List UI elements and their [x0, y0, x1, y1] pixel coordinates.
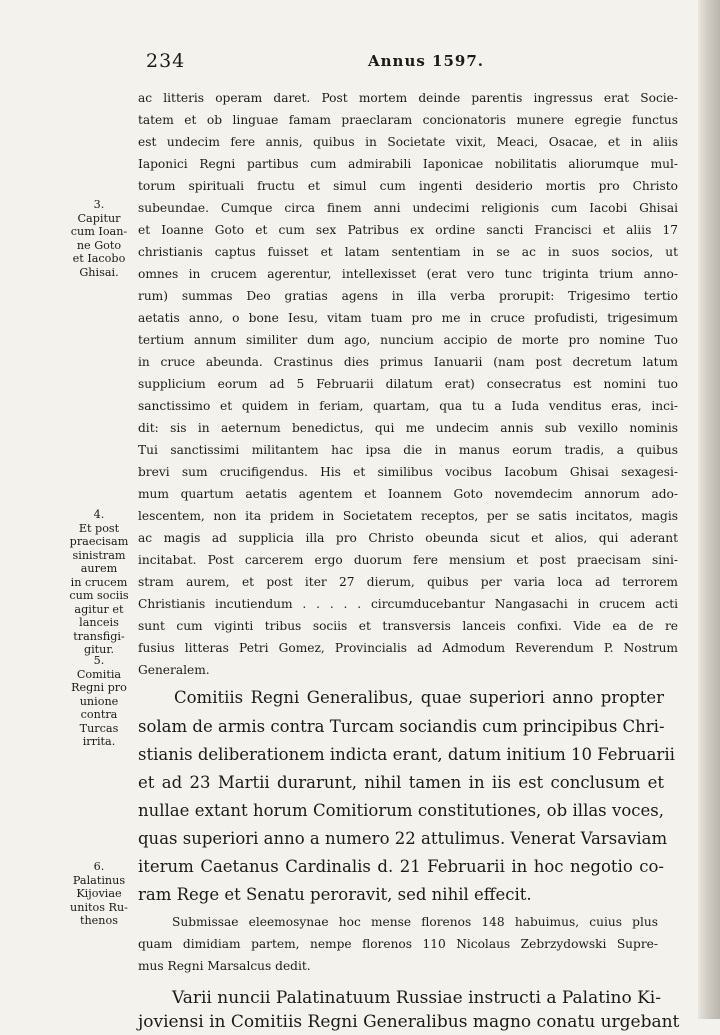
sidenote-number: 4. — [93, 508, 105, 521]
sidenote-3 — [64, 198, 134, 279]
text-line: brevi sum crucifigendus. His et similibus vocibus Iacobum Ghisai sexagesi- — [138, 465, 678, 479]
text-line: sanctissimo et quidem in feriam, quartam, qua tu a Iuda venditus eras, inci- — [138, 399, 678, 413]
sidenote-5 — [64, 654, 134, 749]
text-line: stianis deliberationem indicta erant, datum initium 10 Februarii — [138, 745, 675, 764]
sidenote-line: Et post — [78, 521, 120, 535]
text-line: tertium annum similiter dum ago, nuncium accipio de morte pro nomine Tuo — [138, 333, 678, 347]
sidenote-4 — [64, 508, 134, 657]
running-title: Annus 1597. — [368, 52, 484, 70]
text-line: torum spirituali fructu et simul cum ingenti desiderio mortis pro Christo — [138, 179, 678, 193]
sidenote-line: Palatinus — [72, 873, 126, 887]
text-line: Comitiis Regni Generalibus, quae superiori anno propter — [174, 688, 664, 707]
text-line: tatem et ob linguae famam praeclaram concionatoris munere egregie functus — [138, 113, 678, 127]
text-line: rum) summas Deo gratias agens in illa verba prorupit: Trigesimo tertio — [138, 289, 678, 303]
sidenote-line: Regni pro — [71, 681, 127, 694]
text-line: in cruce abeunda. Crastinus dies primus Ianuarii (nam post decretum latum — [138, 355, 678, 369]
sidenote-line: Kijoviae — [76, 887, 122, 900]
sidenote-line: aurem — [80, 562, 118, 575]
sidenote-line: lanceis — [79, 616, 119, 629]
text-line: ram Rege et Senatu peroravit, sed nihil effecit. — [138, 885, 532, 904]
sidenote-line: ne Goto — [76, 238, 122, 252]
page-number: 234 — [146, 50, 186, 72]
sidenote-6 — [64, 860, 134, 928]
text-line: stram aurem, et post iter 27 dierum, quibus per varia loca ad terrorem — [138, 575, 678, 589]
text-line: et ad 23 Martii durarunt, nihil tamen in iis est conclusum et — [138, 773, 664, 792]
text-line: christianis captus fuisset et latam sententiam in se ac in suos socios, ut — [138, 245, 678, 259]
sidenote-line: transfigi- — [73, 629, 125, 643]
text-line: est undecim fere annis, quibus in Societate vixit, Meaci, Osacae, et in aliis — [138, 135, 678, 149]
sidenote-line: cum sociis — [69, 589, 129, 602]
text-line: lescentem, non ita pridem in Societatem receptos, per se satis incitatos, magis — [138, 509, 678, 523]
sidenote-line: unione — [79, 694, 119, 708]
sidenote-line: agitur et — [74, 602, 124, 616]
sidenote-line: gitur. — [83, 643, 115, 656]
text-line: Submissae eleemosynae hoc mense florenos 148 habuimus, cuius plus — [172, 915, 658, 929]
text-line: dit: sis in aeternum benedictus, qui me undecim annis sub vexillo nominis — [138, 421, 678, 435]
text-line: sunt cum viginti tribus sociis et transversis lanceis confixi. Vide ea de re — [138, 619, 678, 633]
text-line: subeundae. Cumque circa finem anni undecimi religionis cum Iacobi Ghisai — [138, 201, 678, 215]
sidenote-line: cum Ioan- — [70, 225, 128, 238]
text-line: Generalem. — [138, 663, 210, 677]
sidenote-line: contra — [80, 708, 118, 721]
text-line: aetatis anno, o bone Iesu, vitam tuam pro me in cruce profudisti, trigesimum — [138, 311, 678, 325]
text-line: incitabat. Post carcerem ergo duorum fere mensium et post praecisam sini- — [138, 553, 678, 567]
text-line: ac magis ad supplicia illa pro Christo obeunda sicut et alios, qui aderant — [138, 531, 678, 545]
sidenote-number: 6. — [93, 860, 105, 873]
page-header — [0, 50, 720, 80]
sidenote-line: thenos — [79, 914, 118, 927]
sidenote-line: Turcas — [79, 721, 119, 735]
sidenote-line: unitos Ru- — [70, 900, 128, 914]
sidenote-line: in crucem — [70, 575, 128, 589]
text-line: ac litteris operam daret. Post mortem deinde parentis ingressus erat Socie- — [138, 91, 678, 105]
text-line: supplicium eorum ad 5 Februarii dilatum erat) consecratus est nomini tuo — [138, 377, 678, 391]
text-line: solam de armis contra Turcam sociandis cum principibus Chri- — [138, 717, 665, 736]
text-line: joviensi in Comitiis Regni Generalibus magno conatu urgebant — [138, 1012, 680, 1032]
sidenote-line: praecisam — [69, 535, 129, 548]
text-line: fusius litteras Petri Gomez, Provincialis ad Admodum Reverendum P. Nostrum — [138, 641, 678, 655]
page-edge — [698, 0, 720, 1019]
text-line: omnes in crucem agerentur, intellexisset (erat vero tunc triginta trium anno- — [138, 267, 678, 281]
sidenote-line: et Iacobo — [72, 252, 126, 265]
text-line: mum quartum aetatis agentem et Ioannem Goto novemdecim annorum ado- — [138, 487, 678, 501]
text-line: iterum Caetanus Cardinalis d. 21 Februarii in hoc negotio co- — [138, 857, 664, 876]
text-line: Iaponici Regni partibus cum admirabili Iaponicae nobilitatis aliorumque mul- — [138, 157, 678, 171]
sidenote-line: Ghisai. — [79, 265, 119, 279]
text-line: et Ioanne Goto et cum sex Patribus ex ordine sancti Francisci et aliis 17 — [138, 223, 678, 237]
text-line: nullae extant horum Comitiorum constitutiones, ob illas voces, — [138, 801, 664, 820]
sidenote-line: Comitia — [76, 667, 122, 681]
sidenote-line: Capitur — [77, 211, 121, 225]
text-line: mus Regni Marsalcus dedit. — [138, 959, 311, 973]
sidenote-number: 3. — [93, 198, 105, 211]
text-line: quam dimidiam partem, nempe florenos 110 Nicolaus Zebrzydowski Supre- — [138, 937, 658, 951]
text-line: Varii nuncii Palatinatuum Russiae instructi a Palatino Ki- — [172, 988, 661, 1008]
sidenote-line: sinistram — [72, 548, 126, 562]
text-line: Christianis incutiendum . . . . . circumducebantur Nangasachi in crucem acti — [138, 597, 678, 611]
text-line: Tui sanctissimi militantem hac ipsa die in manus eorum tradis, a quibus — [138, 443, 678, 457]
sidenote-line: irrita. — [82, 735, 116, 748]
text-line: quas superiori anno a numero 22 attulimus. Venerat Varsaviam — [138, 829, 668, 848]
sidenote-number: 5. — [93, 654, 105, 667]
